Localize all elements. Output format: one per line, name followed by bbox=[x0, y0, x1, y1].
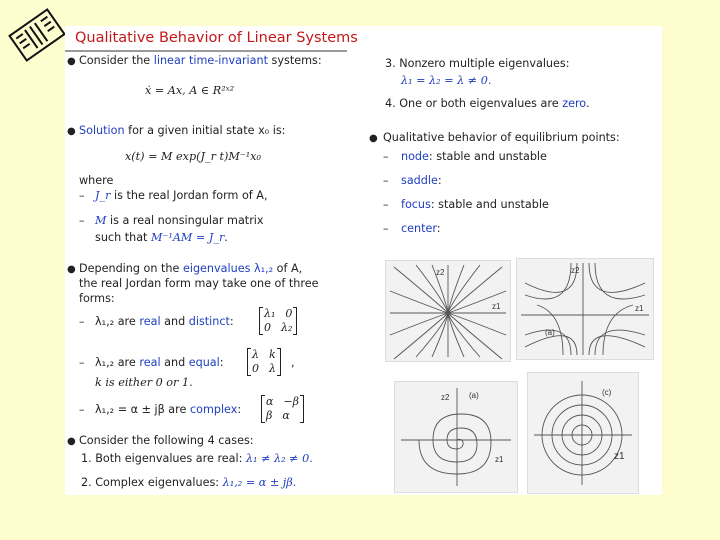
center-z1-label: z1 bbox=[614, 451, 625, 462]
matrix-comma: , bbox=[291, 356, 295, 369]
slide-title: Qualitative Behavior of Linear Systems bbox=[75, 30, 358, 46]
equation-state: ẋ = Ax, A ∈ R²ˣ² bbox=[145, 84, 235, 97]
bullet-icon: ● bbox=[67, 56, 76, 67]
item-center: center: bbox=[401, 222, 441, 235]
matrix-real-distinct: λ₁ 0 0 λ₂ bbox=[259, 307, 297, 335]
dash-icon: – bbox=[79, 189, 85, 202]
phase-portrait-center bbox=[527, 372, 639, 494]
form-real-equal: λ₁,₂ are real and equal: bbox=[95, 356, 224, 369]
item-focus: focus: stable and unstable bbox=[401, 198, 549, 211]
focus-z2-label: z2 bbox=[441, 393, 450, 402]
bullet-icon: ● bbox=[67, 264, 76, 275]
case-4: 4. One or both eigenvalues are zero. bbox=[385, 97, 590, 110]
bullet-icon: ● bbox=[67, 126, 76, 137]
dash-icon: – bbox=[383, 198, 389, 211]
bullet-icon: ● bbox=[67, 436, 76, 447]
node-z1-label: z1 bbox=[492, 302, 501, 311]
center-tag: (c) bbox=[602, 388, 612, 397]
dash-icon: – bbox=[79, 214, 85, 227]
dash-icon: – bbox=[383, 150, 389, 163]
phase-portrait-node bbox=[385, 260, 511, 362]
bullet-eigenvalues-line2: the real Jordan form may take one of three bbox=[79, 277, 319, 290]
phase-portrait-focus bbox=[394, 381, 518, 493]
bullet-linear-systems: Consider the linear time-invariant systems: bbox=[79, 54, 322, 67]
bullet-solution: Solution for a given initial state x₀ is: bbox=[79, 124, 286, 137]
matrix-complex: α −β β α bbox=[261, 395, 304, 423]
node-z2-label: z2 bbox=[436, 268, 445, 277]
form-complex: λ₁,₂ = α ± jβ are complex: bbox=[95, 403, 242, 416]
bullet-eigenvalues: Depending on the eigenvalues λ₁,₂ of A, bbox=[79, 262, 303, 275]
case-3: 3. Nonzero multiple eigenvalues: bbox=[385, 57, 570, 70]
item-saddle: saddle: bbox=[401, 174, 442, 187]
phase-portrait-saddle bbox=[516, 258, 654, 360]
saddle-tag: (a) bbox=[545, 328, 555, 337]
focus-tag: (a) bbox=[469, 391, 479, 400]
case-1: 1. Both eigenvalues are real: λ₁ ≠ λ₂ ≠ 0. bbox=[81, 452, 313, 465]
def-matrix-m: M is a real nonsingular matrix bbox=[95, 214, 264, 227]
def-jordan: J_r is the real Jordan form of A, bbox=[95, 189, 268, 202]
form-real-equal-line2: k is either 0 or 1. bbox=[95, 376, 193, 389]
focus-z1-label: z1 bbox=[495, 455, 504, 464]
def-matrix-m-line2: such that M⁻¹AM = J_r. bbox=[95, 231, 228, 244]
bullet-qualitative: Qualitative behavior of equilibrium points: bbox=[383, 131, 620, 144]
dash-icon: – bbox=[79, 315, 85, 328]
bullet-cases: Consider the following 4 cases: bbox=[79, 434, 254, 447]
title-underline bbox=[65, 50, 347, 52]
item-node: node: stable and unstable bbox=[401, 150, 547, 163]
dash-icon: – bbox=[79, 356, 85, 369]
matrix-real-equal: λ k 0 λ bbox=[247, 348, 281, 376]
slide-content bbox=[65, 26, 662, 495]
saddle-z1-label: z1 bbox=[635, 304, 644, 313]
saddle-z2-label: z2 bbox=[571, 266, 580, 275]
university-seal-logo bbox=[6, 6, 68, 64]
bullet-eigenvalues-line3: forms: bbox=[79, 292, 115, 305]
equation-solution: x(t) = M exp(J_r t)M⁻¹x₀ bbox=[125, 150, 261, 163]
dash-icon: – bbox=[79, 403, 85, 416]
case-3-math: λ₁ = λ₂ = λ ≠ 0. bbox=[401, 74, 492, 87]
text-where: where bbox=[79, 174, 114, 187]
dash-icon: – bbox=[383, 174, 389, 187]
form-real-distinct: λ₁,₂ are real and distinct: bbox=[95, 315, 234, 328]
bullet-icon: ● bbox=[369, 133, 378, 144]
case-2: 2. Complex eigenvalues: λ₁,₂ = α ± jβ. bbox=[81, 476, 297, 489]
dash-icon: – bbox=[383, 222, 389, 235]
